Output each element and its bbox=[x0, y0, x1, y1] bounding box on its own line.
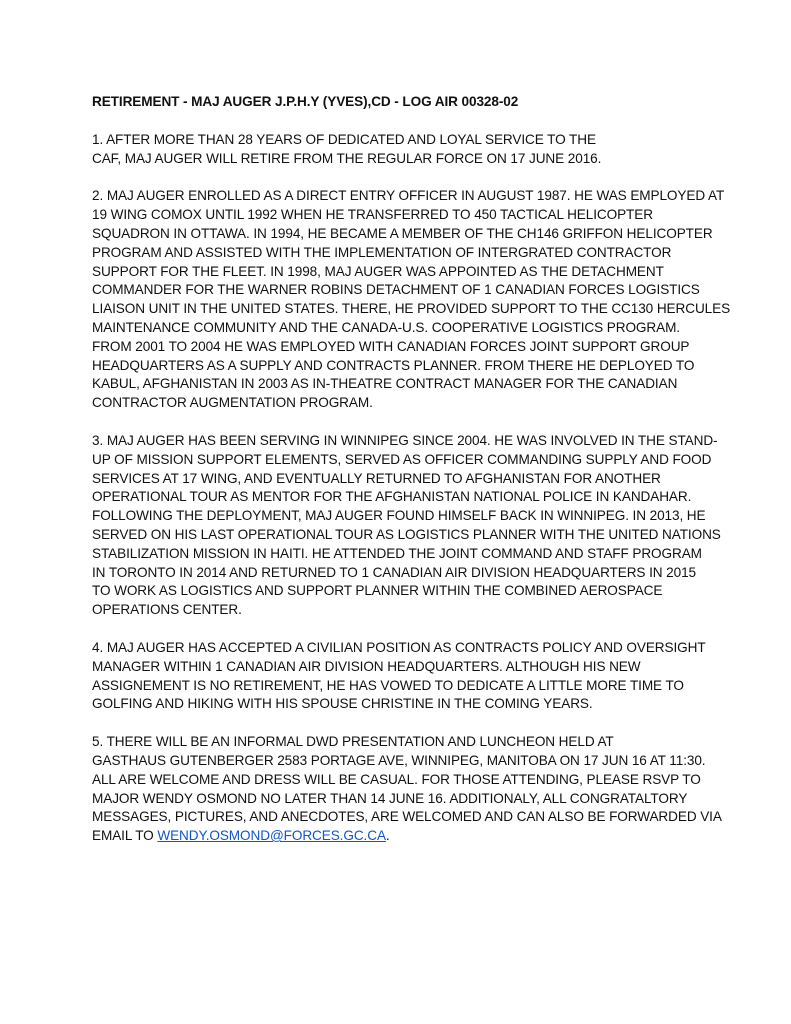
paragraph-line: SERVED ON HIS LAST OPERATIONAL TOUR AS LOGISTICS PLANNER WITH THE UNITED NATIONS bbox=[92, 526, 721, 542]
paragraph-line: 5. THERE WILL BE AN INFORMAL DWD PRESENTATION AND LUNCHEON HELD AT bbox=[92, 734, 614, 750]
paragraph-line: KABUL, AFGHANISTAN IN 2003 AS IN-THEATRE CONTRACT MANAGER FOR THE CANADIAN bbox=[92, 376, 678, 392]
paragraph-4 bbox=[92, 639, 706, 714]
paragraph-line: GOLFING AND HIKING WITH HIS SPOUSE CHRISTINE IN THE COMING YEARS. bbox=[92, 696, 593, 712]
paragraph-line: UP OF MISSION SUPPORT ELEMENTS, SERVED AS OFFICER COMMANDING SUPPLY AND FOOD bbox=[92, 451, 712, 467]
paragraph-line: MAINTENANCE COMMUNITY AND THE CANADA-U.S. COOPERATIVE LOGISTICS PROGRAM. bbox=[92, 319, 680, 335]
paragraph-line: CONTRACTOR AUGMENTATION PROGRAM. bbox=[92, 395, 373, 411]
paragraph-line: CAF, MAJ AUGER WILL RETIRE FROM THE REGULAR FORCE ON 17 JUNE 2016. bbox=[92, 150, 602, 166]
paragraph-line: SQUADRON IN OTTAWA. IN 1994, HE BECAME A MEMBER OF THE CH146 GRIFFON HELICOPTER bbox=[92, 225, 713, 241]
email-suffix-text: . bbox=[385, 828, 390, 844]
paragraph-1 bbox=[92, 131, 702, 169]
email-link[interactable]: WENDY.OSMOND@FORCES.GC.CA bbox=[157, 828, 386, 844]
paragraph-5 bbox=[92, 733, 722, 846]
paragraph-line: PROGRAM AND ASSISTED WITH THE IMPLEMENTATION OF INTERGRATED CONTRACTOR bbox=[92, 244, 672, 260]
paragraph-line: FOLLOWING THE DEPLOYMENT, MAJ AUGER FOUND HIMSELF BACK IN WINNIPEG. IN 2013, HE bbox=[92, 508, 706, 524]
email-prefix-text: EMAIL TO bbox=[92, 828, 158, 844]
paragraph-line: MAJOR WENDY OSMOND NO LATER THAN 14 JUNE 16. ADDITIONALY, ALL CONGRATALTORY bbox=[92, 790, 688, 806]
paragraph-line: SERVICES AT 17 WING, AND EVENTUALLY RETURNED TO AFGHANISTAN FOR ANOTHER bbox=[92, 470, 661, 486]
paragraph-line: GASTHAUS GUTENBERGER 2583 PORTAGE AVE, WINNIPEG, MANITOBA ON 17 JUN 16 AT 11:30. bbox=[92, 752, 706, 768]
paragraph-3 bbox=[92, 432, 721, 620]
paragraph-line: IN TORONTO IN 2014 AND RETURNED TO 1 CANADIAN AIR DIVISION HEADQUARTERS IN 2015 bbox=[92, 564, 696, 580]
paragraph-line: ALL ARE WELCOME AND DRESS WILL BE CASUAL. FOR THOSE ATTENDING, PLEASE RSVP TO bbox=[92, 771, 701, 787]
document-title: RETIREMENT - MAJ AUGER J.P.H.Y (YVES),CD - LOG AIR 00328-02 bbox=[92, 94, 519, 109]
paragraph-line: ASSIGNEMENT IS NO RETIREMENT, HE HAS VOWED TO DEDICATE A LITTLE MORE TIME TO bbox=[92, 677, 684, 693]
paragraph-2 bbox=[92, 187, 731, 413]
paragraph-line: 19 WING COMOX UNTIL 1992 WHEN HE TRANSFERRED TO 450 TACTICAL HELICOPTER bbox=[92, 207, 653, 223]
paragraph-line: 3. MAJ AUGER HAS BEEN SERVING IN WINNIPEG SINCE 2004. HE WAS INVOLVED IN THE STAND- bbox=[92, 432, 718, 448]
paragraph-line: MANAGER WITHIN 1 CANADIAN AIR DIVISION HEADQUARTERS. ALTHOUGH HIS NEW bbox=[92, 658, 641, 674]
paragraph-line: COMMANDER FOR THE WARNER ROBINS DETACHMENT OF 1 CANADIAN FORCES LOGISTICS bbox=[92, 282, 700, 298]
paragraph-line: TO WORK AS LOGISTICS AND SUPPORT PLANNER WITHIN THE COMBINED AEROSPACE bbox=[92, 583, 663, 599]
paragraph-line: HEADQUARTERS AS A SUPPLY AND CONTRACTS PLANNER. FROM THERE HE DEPLOYED TO bbox=[92, 357, 695, 373]
paragraph-line: LIAISON UNIT IN THE UNITED STATES. THERE, HE PROVIDED SUPPORT TO THE CC130 HERCULES bbox=[92, 301, 731, 317]
paragraph-line: OPERATIONAL TOUR AS MENTOR FOR THE AFGHANISTAN NATIONAL POLICE IN KANDAHAR. bbox=[92, 489, 692, 505]
paragraph-line: 2. MAJ AUGER ENROLLED AS A DIRECT ENTRY OFFICER IN AUGUST 1987. HE WAS EMPLOYED AT bbox=[92, 188, 725, 204]
document-page bbox=[92, 93, 731, 865]
paragraph-last-line bbox=[92, 827, 702, 846]
paragraph-line: OPERATIONS CENTER. bbox=[92, 602, 242, 618]
paragraph-line: SUPPORT FOR THE FLEET. IN 1998, MAJ AUGER WAS APPOINTED AS THE DETACHMENT bbox=[92, 263, 664, 279]
paragraph-line: MESSAGES, PICTURES, AND ANECDOTES, ARE WELCOMED AND CAN ALSO BE FORWARDED VIA bbox=[92, 809, 722, 825]
paragraph-line: FROM 2001 TO 2004 HE WAS EMPLOYED WITH CANADIAN FORCES JOINT SUPPORT GROUP bbox=[92, 338, 690, 354]
paragraph-line: STABILIZATION MISSION IN HAITI. HE ATTENDED THE JOINT COMMAND AND STAFF PROGRAM bbox=[92, 545, 702, 561]
paragraph-line: 1. AFTER MORE THAN 28 YEARS OF DEDICATED AND LOYAL SERVICE TO THE bbox=[92, 131, 596, 147]
paragraph-line: 4. MAJ AUGER HAS ACCEPTED A CIVILIAN POSITION AS CONTRACTS POLICY AND OVERSIGHT bbox=[92, 639, 706, 655]
